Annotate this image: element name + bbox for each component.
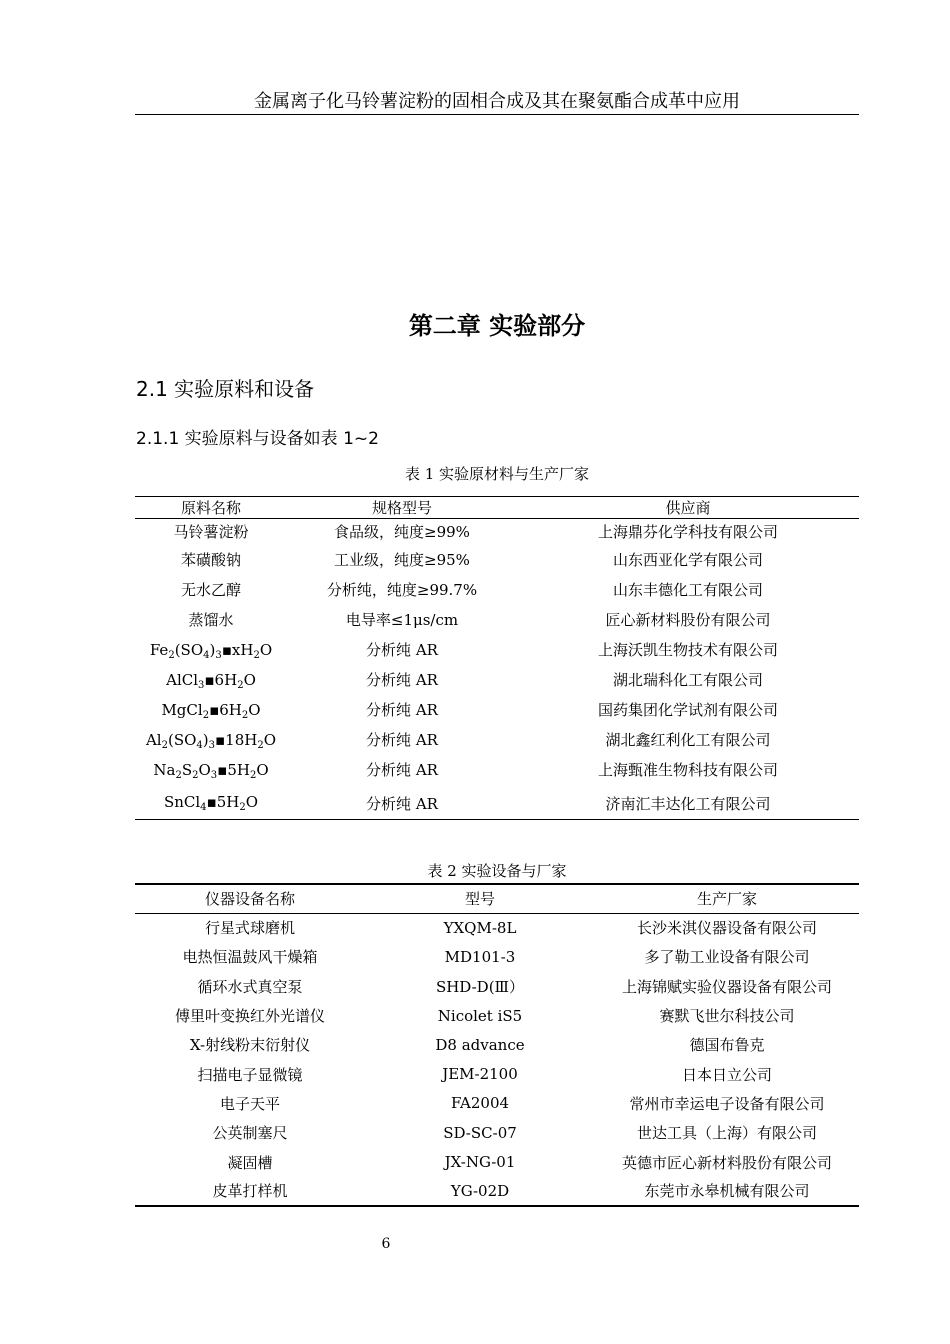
table-row: [135, 972, 859, 1001]
table2-caption: 表 2 实验设备与厂家: [427, 862, 567, 880]
material-spec: 分析纯 AR: [366, 701, 438, 719]
equipment-model: JEM-2100: [442, 1065, 518, 1084]
header-rule: [135, 114, 859, 115]
equipment-maker: 常州市幸运电子设备有限公司: [629, 1094, 825, 1113]
material-supplier: 匠心新材料股份有限公司: [605, 611, 771, 629]
material-name: 蒸馏水: [188, 611, 234, 629]
column-header: 规格型号: [371, 499, 432, 517]
material-spec: 分析纯 AR: [366, 731, 438, 749]
table-row: [135, 635, 859, 665]
material-spec: 工业级，纯度≥95%: [334, 551, 470, 569]
table-row: [135, 1177, 859, 1206]
table-header-row: [135, 884, 859, 913]
material-formula: $MgCl_2▪6H_2O$: [161, 700, 261, 721]
equipment-name: 循环水式真空泵: [197, 977, 303, 996]
equipment-model: SHD-D(Ⅲ）: [435, 977, 525, 996]
equipment-model: Nicolet iS5: [437, 1006, 523, 1025]
running-header: 金属离子化马铃薯淀粉的固相合成及其在聚氨酯合成革中应用: [254, 91, 740, 112]
equipment-maker: 日本日立公司: [681, 1065, 772, 1084]
table-row: [135, 1059, 859, 1088]
material-formula: $SnCl_4▪5H_2O$: [163, 792, 259, 813]
material-formula: $Fe_2(SO_4)_3▪xH_2O$: [149, 640, 273, 661]
page-number: 6: [381, 1236, 391, 1252]
material-supplier: 济南汇丰达化工有限公司: [605, 794, 771, 813]
material-formula: $Al_2(SO_4)_3▪18H_2O$: [145, 730, 277, 751]
equipment-maker: 赛默飞世尔科技公司: [659, 1007, 795, 1026]
equipment-maker: 长沙米淇仪器设备有限公司: [636, 919, 817, 938]
equipment-name: 公英制塞尺: [212, 1124, 288, 1143]
materials-table: [135, 496, 859, 820]
table-row: [135, 1001, 859, 1030]
equipment-model: FA2004: [450, 1094, 510, 1113]
table-row: [135, 942, 859, 971]
column-header: 原料名称: [180, 499, 241, 517]
equipment-name: 电子天平: [219, 1094, 280, 1113]
material-spec: 分析纯 AR: [366, 671, 438, 689]
column-header: 生产厂家: [696, 890, 757, 909]
equipment-model: YG-02D: [450, 1181, 510, 1200]
table-row: [135, 605, 859, 635]
equipment-table: [135, 883, 859, 1207]
material-spec: 食品级，纯度≥99%: [334, 523, 470, 542]
equipment-maker: 东莞市永皋机械有限公司: [644, 1182, 810, 1201]
material-formula: $AlCl_3▪6H_2O$: [166, 670, 256, 691]
material-supplier: 上海沃凯生物技术有限公司: [597, 641, 778, 659]
equipment-name: 行星式球磨机: [204, 919, 295, 938]
material-name: 苯磺酸钠: [180, 551, 241, 569]
table-row: [135, 755, 859, 785]
equipment-name: 扫描电子显微镜: [197, 1065, 303, 1084]
equipment-maker: 世达工具（上海）有限公司: [636, 1124, 817, 1143]
table-row: [135, 725, 859, 755]
table-row: [135, 545, 859, 575]
material-supplier: 上海鼎芬化学科技有限公司: [597, 523, 778, 542]
table-row: [135, 1089, 859, 1118]
equipment-name: X-射线粉末衍射仪: [189, 1036, 311, 1055]
equipment-maker: 上海锦赋实验仪器设备有限公司: [621, 977, 832, 996]
material-supplier: 国药集团化学试剂有限公司: [597, 701, 778, 719]
table-row: [135, 519, 859, 545]
equipment-name: 电热恒温鼓风干燥箱: [182, 948, 318, 967]
table-row: [135, 1118, 859, 1147]
equipment-name: 凝固槽: [227, 1153, 273, 1172]
column-header: 供应商: [665, 499, 711, 517]
table-row: [135, 665, 859, 695]
table-row: [135, 785, 859, 820]
equipment-model: YXQM-8L: [443, 918, 517, 937]
equipment-model: D8 advance: [435, 1035, 525, 1054]
table-row: [135, 575, 859, 605]
equipment-name: 皮革打样机: [212, 1182, 288, 1201]
table-row: [135, 695, 859, 725]
table-header-row: [135, 497, 859, 519]
subsection-heading: 2.1.1 实验原料与设备如表 1~2: [136, 429, 379, 449]
equipment-maker: 多了勒工业设备有限公司: [644, 948, 810, 967]
material-spec: 电导率≤1μs/cm: [345, 611, 459, 629]
column-header: 仪器设备名称: [204, 890, 295, 909]
material-name: 马铃薯淀粉: [173, 523, 249, 542]
equipment-model: MD101-3: [444, 947, 516, 966]
material-spec: 分析纯，纯度≥99.7%: [326, 581, 478, 599]
chapter-title: 第二章 实验部分: [408, 312, 586, 340]
material-spec: 分析纯 AR: [366, 641, 438, 659]
table-row: [135, 1147, 859, 1176]
equipment-maker: 德国布鲁克: [689, 1036, 765, 1055]
material-supplier: 山东西亚化学有限公司: [612, 551, 763, 569]
material-supplier: 湖北鑫红利化工有限公司: [605, 731, 771, 749]
material-spec: 分析纯 AR: [366, 794, 438, 813]
table-row: [135, 913, 859, 942]
material-spec: 分析纯 AR: [366, 761, 438, 779]
table1-caption: 表 1 实验原材料与生产厂家: [404, 465, 590, 483]
equipment-model: SD-SC-07: [443, 1123, 517, 1142]
equipment-name: 傅里叶变换红外光谱仪: [174, 1007, 325, 1026]
equipment-model: JX-NG-01: [444, 1153, 516, 1172]
material-supplier: 湖北瑞科化工有限公司: [612, 671, 763, 689]
material-name: 无水乙醇: [180, 581, 241, 599]
material-supplier: 山东丰德化工有限公司: [612, 581, 763, 599]
table-row: [135, 1030, 859, 1059]
material-formula: $Na_2S_2O_3▪5H_2O$: [153, 760, 269, 781]
equipment-maker: 英德市匠心新材料股份有限公司: [621, 1153, 832, 1172]
section-heading: 2.1 实验原料和设备: [136, 377, 315, 401]
column-header: 型号: [464, 890, 495, 909]
material-supplier: 上海甄准生物科技有限公司: [597, 761, 778, 779]
